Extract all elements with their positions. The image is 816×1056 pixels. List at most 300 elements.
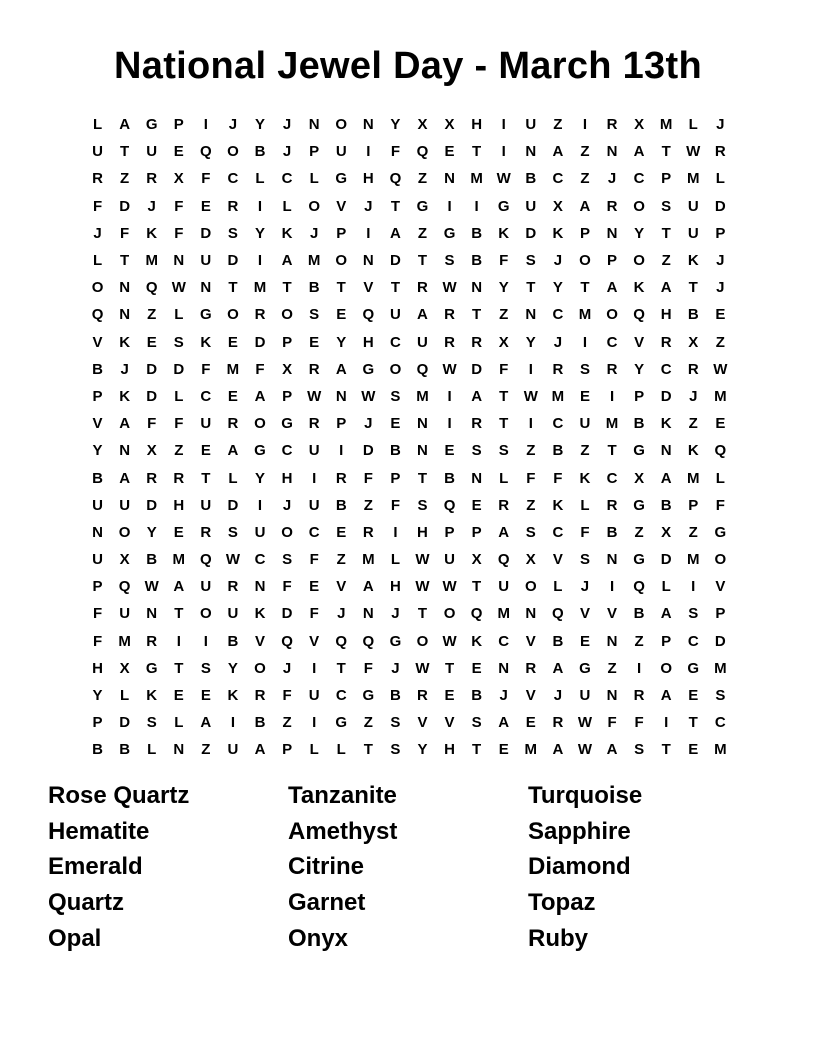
- grid-letter: L: [309, 741, 319, 759]
- grid-letter: T: [390, 279, 400, 297]
- grid-letter: N: [471, 279, 483, 297]
- grid-letter: I: [176, 632, 181, 650]
- grid-letter: E: [471, 496, 482, 514]
- grid-letter: H: [417, 523, 428, 541]
- grid-letter: Z: [580, 170, 590, 188]
- grid-letter: X: [552, 197, 563, 215]
- grid-letter: F: [390, 496, 400, 514]
- grid-letter: Q: [362, 306, 375, 324]
- grid-letter: N: [362, 605, 374, 623]
- grid-letter: P: [390, 469, 401, 487]
- grid-letter: L: [580, 496, 590, 514]
- grid-letter: P: [92, 714, 103, 732]
- grid-letter: T: [472, 578, 482, 596]
- grid-letter: B: [146, 551, 158, 569]
- grid-letter: E: [715, 306, 726, 324]
- grid-letter: M: [687, 551, 700, 569]
- grid-letter: J: [337, 605, 346, 623]
- grid-row: [84, 383, 734, 410]
- grid-letter: N: [335, 387, 347, 405]
- grid-letter: A: [254, 387, 266, 405]
- word-list-item: Emerald: [48, 853, 143, 881]
- grid-letter: F: [92, 197, 103, 215]
- grid-letter: S: [173, 333, 184, 351]
- grid-letter: K: [119, 333, 131, 351]
- grid-letter: Y: [525, 333, 536, 351]
- grid-letter: B: [92, 360, 103, 378]
- grid-letter: N: [200, 279, 212, 297]
- grid-letter: I: [664, 714, 669, 732]
- grid-letter: T: [472, 741, 482, 759]
- grid-letter: A: [606, 279, 618, 297]
- grid-letter: G: [281, 415, 293, 433]
- grid-row: [84, 220, 734, 247]
- grid-letter: O: [579, 252, 591, 270]
- grid-letter: F: [499, 360, 509, 378]
- grid-letter: Q: [443, 496, 456, 514]
- grid-letter: E: [498, 741, 509, 759]
- grid-row: [84, 437, 734, 464]
- grid-letter: A: [579, 197, 591, 215]
- grid-letter: R: [714, 143, 726, 161]
- grid-letter: R: [227, 197, 239, 215]
- grid-letter: M: [362, 551, 375, 569]
- grid-letter: C: [633, 170, 645, 188]
- grid-letter: W: [307, 387, 322, 405]
- grid-letter: Y: [92, 442, 103, 460]
- grid-letter: I: [447, 415, 452, 433]
- grid-letter: T: [282, 279, 292, 297]
- grid-letter: R: [417, 279, 428, 297]
- grid-letter: Y: [552, 279, 563, 297]
- grid-letter: V: [92, 415, 103, 433]
- grid-letter: R: [552, 714, 564, 732]
- grid-letter: N: [606, 632, 618, 650]
- grid-letter: P: [444, 523, 455, 541]
- grid-letter: G: [362, 360, 375, 378]
- grid-letter: L: [147, 741, 157, 759]
- grid-letter: J: [607, 170, 617, 188]
- grid-letter: D: [119, 714, 131, 732]
- grid-letter: L: [174, 714, 184, 732]
- grid-letter: G: [416, 197, 429, 215]
- grid-letter: A: [119, 116, 131, 134]
- grid-letter: B: [444, 469, 455, 487]
- grid-letter: A: [119, 415, 131, 433]
- grid-letter: N: [119, 279, 131, 297]
- grid-letter: M: [605, 415, 619, 433]
- grid-letter: B: [92, 741, 103, 759]
- grid-row: [84, 274, 734, 301]
- grid-letter: P: [92, 387, 103, 405]
- grid-letter: L: [499, 469, 509, 487]
- grid-letter: Q: [200, 551, 212, 569]
- grid-letter: L: [120, 687, 130, 705]
- grid-letter: A: [389, 224, 401, 242]
- grid-row: [84, 301, 734, 328]
- grid-letter: F: [201, 170, 211, 188]
- grid-letter: L: [715, 469, 725, 487]
- grid-letter: U: [687, 224, 699, 242]
- grid-letter: A: [335, 360, 347, 378]
- grid-letter: J: [120, 360, 129, 378]
- grid-row: [84, 356, 734, 383]
- grid-letter: S: [579, 551, 590, 569]
- word-list-item: Diamond: [528, 853, 631, 881]
- grid-letter: D: [660, 551, 672, 569]
- grid-letter: B: [525, 170, 537, 188]
- grid-letter: O: [389, 360, 402, 378]
- grid-letter: N: [362, 252, 374, 270]
- grid-letter: D: [173, 360, 185, 378]
- grid-letter: E: [390, 415, 401, 433]
- grid-letter: R: [606, 197, 618, 215]
- grid-letter: X: [634, 469, 645, 487]
- grid-letter: H: [281, 469, 293, 487]
- grid-letter: N: [146, 605, 158, 623]
- grid-letter: J: [282, 116, 292, 134]
- grid-letter: B: [471, 687, 483, 705]
- grid-letter: C: [552, 306, 564, 324]
- grid-letter: S: [390, 714, 401, 732]
- grid-letter: F: [147, 415, 157, 433]
- grid-letter: T: [228, 279, 238, 297]
- grid-letter: O: [524, 578, 537, 596]
- grid-letter: U: [200, 496, 212, 514]
- grid-letter: W: [415, 551, 430, 569]
- grid-letter: N: [173, 252, 185, 270]
- grid-letter: J: [364, 197, 373, 215]
- grid-letter: I: [203, 116, 208, 134]
- grid-letter: Q: [470, 605, 483, 623]
- grid-letter: U: [389, 306, 401, 324]
- grid-letter: L: [92, 116, 103, 134]
- grid-letter: B: [254, 714, 266, 732]
- grid-letter: O: [335, 252, 348, 270]
- grid-letter: Y: [146, 523, 157, 541]
- grid-letter: G: [335, 170, 348, 188]
- grid-letter: G: [254, 442, 266, 460]
- grid-letter: N: [417, 442, 428, 460]
- grid-letter: P: [336, 224, 347, 242]
- grid-letter: M: [172, 551, 186, 569]
- grid-letter: N: [606, 687, 618, 705]
- grid-letter: R: [417, 687, 428, 705]
- grid-letter: P: [282, 387, 293, 405]
- grid-letter: Z: [688, 415, 698, 433]
- grid-letter: D: [146, 387, 158, 405]
- grid-letter: V: [634, 333, 645, 351]
- grid-letter: E: [200, 442, 211, 460]
- grid-letter: R: [254, 306, 266, 324]
- grid-letter: I: [447, 197, 452, 215]
- grid-letter: F: [282, 578, 292, 596]
- grid-letter: Y: [92, 687, 103, 705]
- grid-letter: A: [660, 469, 672, 487]
- word-list-item: Quartz: [48, 889, 125, 917]
- grid-letter: I: [609, 578, 615, 596]
- grid-letter: M: [226, 360, 240, 378]
- grid-letter: R: [308, 360, 320, 378]
- grid-letter: P: [282, 333, 293, 351]
- grid-letter: Z: [336, 551, 346, 569]
- grid-letter: M: [714, 741, 727, 759]
- grid-letter: P: [579, 224, 590, 242]
- grid-row: [84, 628, 734, 655]
- grid-letter: S: [579, 360, 590, 378]
- word-search-grid: [84, 111, 734, 764]
- grid-letter: Y: [634, 224, 645, 242]
- grid-letter: A: [227, 442, 239, 460]
- grid-letter: T: [120, 252, 130, 270]
- grid-letter: E: [715, 415, 726, 433]
- grid-letter: O: [633, 252, 645, 270]
- grid-letter: T: [174, 605, 184, 623]
- grid-letter: A: [200, 714, 212, 732]
- grid-letter: F: [201, 360, 211, 378]
- grid-letter: T: [661, 224, 671, 242]
- grid-letter: X: [688, 333, 699, 351]
- grid-letter: F: [526, 469, 536, 487]
- grid-letter: M: [578, 306, 592, 324]
- grid-letter: M: [470, 170, 483, 188]
- grid-letter: U: [92, 496, 103, 514]
- grid-letter: D: [525, 224, 537, 242]
- grid-letter: J: [499, 687, 508, 705]
- grid-letter: T: [499, 387, 509, 405]
- grid-letter: R: [200, 523, 212, 541]
- grid-row: [84, 736, 734, 763]
- grid-letter: K: [498, 224, 510, 242]
- grid-letter: F: [580, 523, 590, 541]
- grid-letter: U: [525, 197, 537, 215]
- grid-letter: N: [417, 415, 428, 433]
- grid-letter: O: [443, 605, 456, 623]
- grid-letter: Z: [580, 143, 590, 161]
- grid-letter: N: [173, 741, 185, 759]
- grid-letter: Q: [416, 143, 429, 161]
- grid-letter: R: [146, 469, 158, 487]
- grid-letter: F: [634, 714, 644, 732]
- grid-letter: I: [609, 387, 615, 405]
- grid-letter: Q: [145, 279, 158, 297]
- word-list-item: Rose Quartz: [48, 782, 190, 809]
- grid-letter: A: [633, 143, 645, 161]
- grid-letter: L: [228, 469, 238, 487]
- grid-letter: F: [92, 605, 103, 623]
- grid-letter: Z: [661, 252, 671, 270]
- grid-letter: Z: [363, 714, 373, 732]
- grid-letter: K: [119, 387, 131, 405]
- grid-letter: L: [174, 306, 184, 324]
- grid-letter: Y: [336, 333, 347, 351]
- grid-letter: K: [227, 687, 239, 705]
- grid-letter: I: [582, 116, 588, 134]
- grid-letter: K: [687, 252, 699, 270]
- grid-letter: B: [552, 442, 564, 460]
- grid-letter: O: [633, 197, 645, 215]
- grid-letter: S: [525, 523, 536, 541]
- grid-letter: F: [363, 469, 373, 487]
- grid-letter: E: [309, 578, 320, 596]
- grid-letter: G: [200, 306, 212, 324]
- grid-letter: J: [93, 224, 102, 242]
- grid-letter: B: [389, 442, 401, 460]
- grid-letter: Q: [633, 306, 645, 324]
- grid-letter: D: [714, 632, 726, 650]
- grid-row: [84, 573, 734, 600]
- grid-letter: L: [282, 197, 292, 215]
- grid-letter: E: [471, 659, 482, 677]
- grid-letter: U: [335, 143, 347, 161]
- grid-letter: M: [497, 605, 510, 623]
- grid-letter: B: [254, 143, 266, 161]
- grid-letter: U: [146, 143, 158, 161]
- grid-letter: F: [120, 224, 130, 242]
- grid-letter: Q: [91, 306, 104, 324]
- grid-letter: P: [282, 741, 293, 759]
- grid-letter: L: [174, 387, 184, 405]
- grid-letter: D: [281, 605, 293, 623]
- grid-letter: Z: [634, 523, 644, 541]
- grid-letter: A: [498, 523, 510, 541]
- grid-letter: W: [442, 578, 457, 596]
- grid-letter: R: [362, 523, 374, 541]
- word-list-item: Turquoise: [528, 782, 643, 809]
- grid-letter: U: [227, 605, 239, 623]
- grid-letter: M: [416, 387, 429, 405]
- grid-letter: F: [715, 496, 725, 514]
- grid-letter: F: [174, 197, 184, 215]
- grid-letter: C: [498, 632, 510, 650]
- grid-letter: T: [417, 469, 428, 487]
- grid-letter: Z: [607, 659, 617, 677]
- grid-letter: V: [525, 632, 536, 650]
- grid-letter: V: [607, 605, 618, 623]
- grid-letter: Z: [201, 741, 211, 759]
- grid-letter: N: [362, 116, 374, 134]
- grid-letter: R: [308, 415, 320, 433]
- grid-letter: K: [146, 687, 158, 705]
- grid-letter: G: [145, 659, 158, 677]
- grid-letter: Z: [363, 496, 373, 514]
- grid-letter: F: [255, 360, 265, 378]
- grid-letter: Z: [580, 442, 590, 460]
- grid-letter: L: [92, 252, 103, 270]
- grid-letter: F: [390, 143, 400, 161]
- grid-letter: I: [366, 143, 371, 161]
- grid-letter: Z: [553, 116, 563, 134]
- grid-letter: U: [254, 523, 266, 541]
- grid-letter: Z: [147, 306, 157, 324]
- grid-letter: P: [661, 170, 672, 188]
- grid-letter: N: [525, 306, 537, 324]
- grid-letter: H: [362, 333, 374, 351]
- grid-letter: W: [496, 170, 511, 188]
- grid-letter: F: [174, 224, 184, 242]
- grid-letter: B: [92, 469, 103, 487]
- grid-letter: O: [200, 605, 212, 623]
- grid-row: [84, 546, 734, 573]
- grid-letter: Y: [255, 469, 266, 487]
- grid-letter: V: [552, 551, 563, 569]
- grid-letter: K: [660, 415, 672, 433]
- grid-letter: I: [230, 714, 236, 732]
- grid-letter: N: [119, 306, 131, 324]
- grid-letter: E: [336, 523, 347, 541]
- grid-letter: N: [444, 170, 455, 188]
- grid-letter: B: [687, 306, 699, 324]
- grid-letter: I: [257, 197, 263, 215]
- grid-letter: X: [282, 360, 293, 378]
- grid-letter: S: [634, 741, 645, 759]
- grid-letter: T: [526, 279, 536, 297]
- grid-letter: R: [606, 116, 618, 134]
- grid-letter: S: [390, 387, 401, 405]
- grid-letter: P: [607, 252, 618, 270]
- grid-letter: G: [633, 496, 645, 514]
- grid-row: [84, 600, 734, 627]
- grid-letter: Q: [389, 170, 402, 188]
- grid-letter: P: [336, 415, 347, 433]
- grid-letter: B: [660, 496, 672, 514]
- grid-letter: U: [444, 551, 455, 569]
- grid-row: [84, 709, 734, 736]
- grid-letter: A: [660, 687, 672, 705]
- grid-letter: R: [444, 306, 455, 324]
- grid-row: [84, 138, 734, 165]
- grid-letter: I: [312, 714, 317, 732]
- grid-letter: T: [661, 741, 671, 759]
- grid-letter: M: [307, 252, 321, 270]
- grid-letter: Q: [200, 143, 212, 161]
- grid-row: [84, 464, 734, 491]
- grid-letter: I: [257, 252, 263, 270]
- grid-letter: U: [308, 442, 320, 460]
- grid-letter: U: [308, 687, 320, 705]
- grid-letter: S: [498, 442, 509, 460]
- grid-letter: G: [362, 687, 375, 705]
- grid-letter: Y: [255, 116, 266, 134]
- grid-letter: S: [471, 714, 482, 732]
- grid-letter: E: [444, 687, 455, 705]
- grid-letter: C: [281, 170, 293, 188]
- grid-letter: E: [444, 143, 455, 161]
- grid-letter: E: [579, 387, 590, 405]
- grid-letter: Z: [526, 442, 536, 460]
- grid-row: [84, 519, 734, 546]
- grid-letter: T: [417, 252, 428, 270]
- grid-letter: G: [497, 197, 510, 215]
- grid-letter: C: [606, 333, 618, 351]
- word-list-item: Tanzanite: [288, 782, 397, 809]
- word-list-item: Topaz: [528, 889, 596, 917]
- word-list-item: Ruby: [528, 924, 588, 952]
- grid-letter: S: [417, 496, 428, 514]
- grid-letter: D: [146, 360, 158, 378]
- grid-letter: M: [551, 387, 565, 405]
- grid-letter: J: [553, 333, 563, 351]
- grid-letter: C: [606, 469, 618, 487]
- grid-letter: A: [660, 605, 672, 623]
- grid-letter: Y: [390, 116, 401, 134]
- grid-letter: X: [173, 170, 184, 188]
- grid-letter: A: [173, 578, 185, 596]
- grid-letter: R: [525, 659, 537, 677]
- grid-letter: M: [145, 252, 158, 270]
- grid-letter: R: [227, 415, 239, 433]
- grid-letter: I: [257, 496, 263, 514]
